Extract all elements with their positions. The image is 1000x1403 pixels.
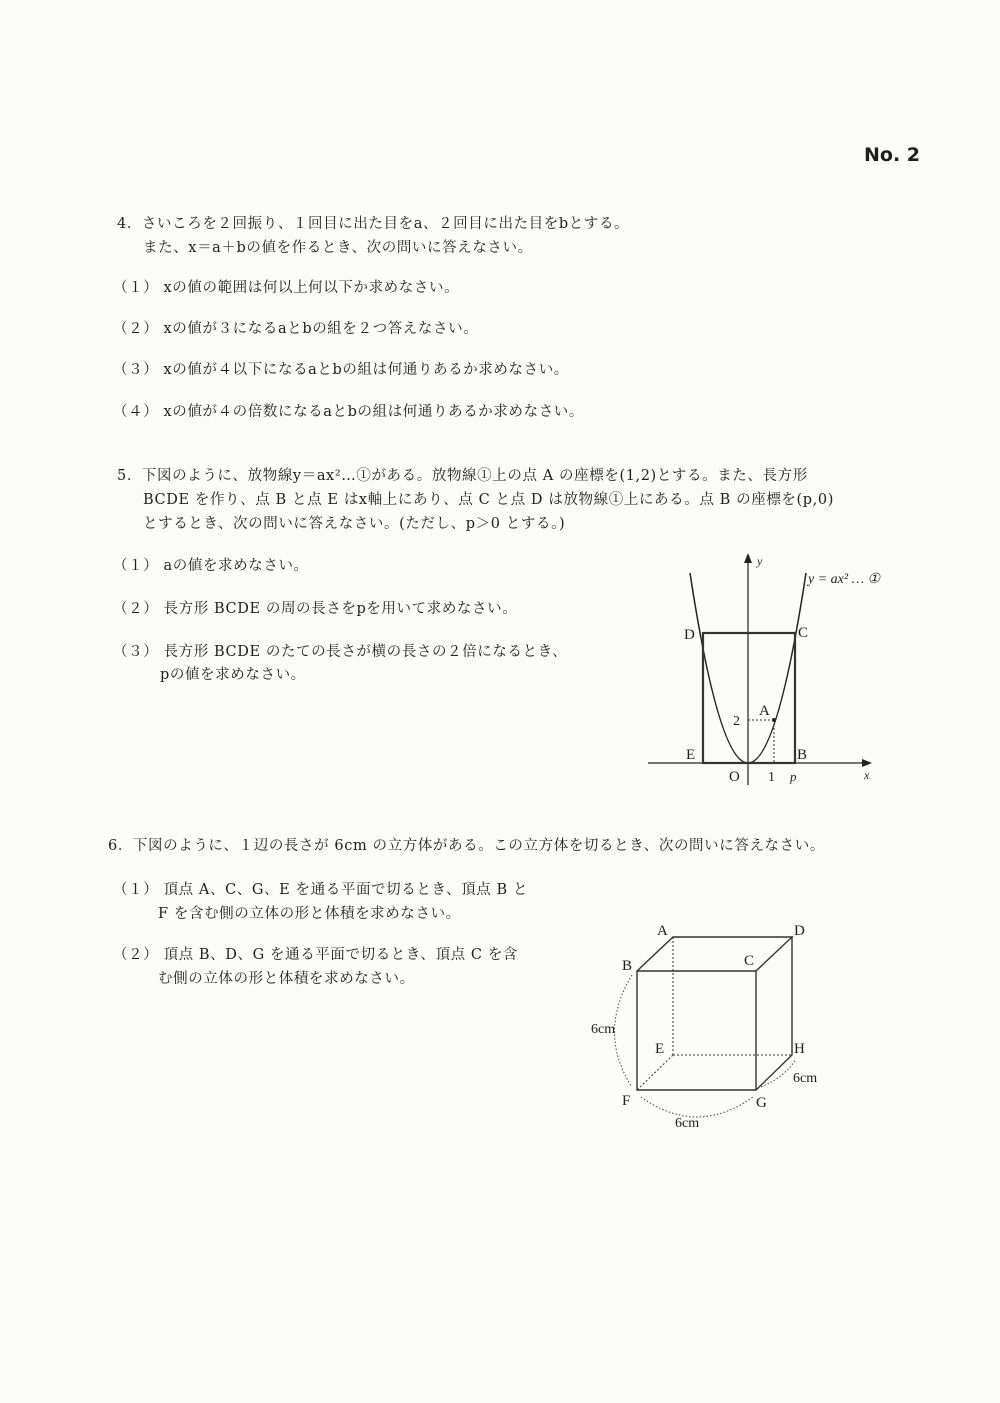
page-number: No. 2 bbox=[864, 144, 921, 166]
vertex-e-label: E bbox=[655, 1041, 665, 1057]
dimension-arc-bottom bbox=[641, 1097, 753, 1117]
problem5-intro-line2: BCDE を作り、点 B と点 E はx軸上にあり、点 C と点 D は放物線①上にある。点 B の座標を(p,0) bbox=[143, 492, 834, 508]
problem5-intro-line3: とするとき、次の問いに答えなさい。(ただし、p＞0 とする。) bbox=[143, 516, 566, 532]
parabola-figure bbox=[640, 545, 910, 810]
problem6-question-1-cont: F を含む側の立体の形と体積を求めなさい。 bbox=[158, 906, 461, 922]
point-a-label: A bbox=[759, 703, 770, 719]
point-c-label: C bbox=[798, 625, 809, 641]
hidden-edge-ef bbox=[637, 1055, 673, 1090]
vertex-g-label: G bbox=[756, 1095, 767, 1111]
problem5-question-2: （２） 長方形 BCDE の周の長さをpを用いて求めなさい。 bbox=[113, 601, 518, 617]
point-a-dot bbox=[772, 718, 776, 722]
cube-figure bbox=[585, 915, 835, 1135]
y-axis-arrow bbox=[744, 553, 752, 563]
problem4-intro-line2: また、x＝a＋bの値を作るとき、次の問いに答えなさい。 bbox=[143, 240, 533, 256]
tick-p-label: p bbox=[790, 769, 797, 784]
problem4-question-3: （３） xの値が４以下になるaとbの組は何通りあるか求めなさい。 bbox=[113, 362, 569, 378]
tick-1-label: 1 bbox=[768, 770, 775, 785]
dimension-arc-right bbox=[761, 1059, 796, 1087]
problem5-intro-line1: 5．下図のように、放物線y＝ax²…①がある。放物線①上の点 A の座標を(1,2)とする。また、長方形 bbox=[117, 468, 808, 484]
rectangle-bcde bbox=[703, 633, 795, 763]
point-d-label: D bbox=[684, 627, 695, 643]
vertex-d-label: D bbox=[794, 923, 805, 939]
problem4-question-2: （２） xの値が３になるaとbの組を２つ答えなさい。 bbox=[113, 321, 479, 337]
dimension-arc-left bbox=[615, 975, 633, 1087]
curve-label: y = ax² … ① bbox=[808, 572, 881, 587]
vertex-b-label: B bbox=[622, 958, 633, 974]
x-axis-label: x bbox=[864, 768, 870, 782]
vertex-h-label: H bbox=[794, 1041, 805, 1057]
problem4-question-4: （４） xの値が４の倍数になるaとbの組は何通りあるか求めなさい。 bbox=[113, 404, 585, 420]
x-axis-arrow bbox=[862, 759, 872, 767]
problem6-question-2-cont: む側の立体の形と体積を求めなさい。 bbox=[158, 971, 415, 987]
point-b-label: B bbox=[797, 747, 808, 763]
y-axis-label: y bbox=[757, 554, 763, 568]
right-face bbox=[756, 937, 792, 1090]
length-label-bottom: 6cm bbox=[675, 1116, 700, 1131]
problem5-question-3: （３） 長方形 BCDE のたての長さが横の長さの２倍になるとき、 bbox=[113, 644, 568, 660]
problem4-question-1: （１） xの値の範囲は何以上何以下か求めなさい。 bbox=[113, 280, 460, 296]
problem6-question-2: （２） 頂点 B、D、G を通る平面で切るとき、頂点 C を含 bbox=[113, 947, 519, 963]
problem6-intro: 6．下図のように、１辺の長さが 6cm の立方体がある。この立方体を切るとき、次の問いに答えなさい。 bbox=[108, 838, 825, 854]
length-label-right: 6cm bbox=[793, 1071, 818, 1086]
problem6-question-1: （１） 頂点 A、C、G、E を通る平面で切るとき、頂点 B と bbox=[113, 882, 529, 898]
vertex-c-label: C bbox=[744, 953, 755, 969]
point-e-label: E bbox=[686, 747, 696, 763]
tick-2-label: 2 bbox=[733, 714, 740, 729]
problem4-intro-line1: 4．さいころを２回振り、１回目に出た目をa、２回目に出た目をbとする。 bbox=[117, 216, 630, 232]
length-label-left: 6cm bbox=[591, 1022, 616, 1037]
top-face bbox=[637, 937, 792, 971]
vertex-a-label: A bbox=[657, 923, 668, 939]
vertex-f-label: F bbox=[622, 1093, 631, 1109]
origin-label: O bbox=[729, 769, 740, 785]
problem5-question-3-cont: pの値を求めなさい。 bbox=[160, 667, 306, 683]
problem5-question-1: （１） aの値を求めなさい。 bbox=[113, 558, 309, 574]
